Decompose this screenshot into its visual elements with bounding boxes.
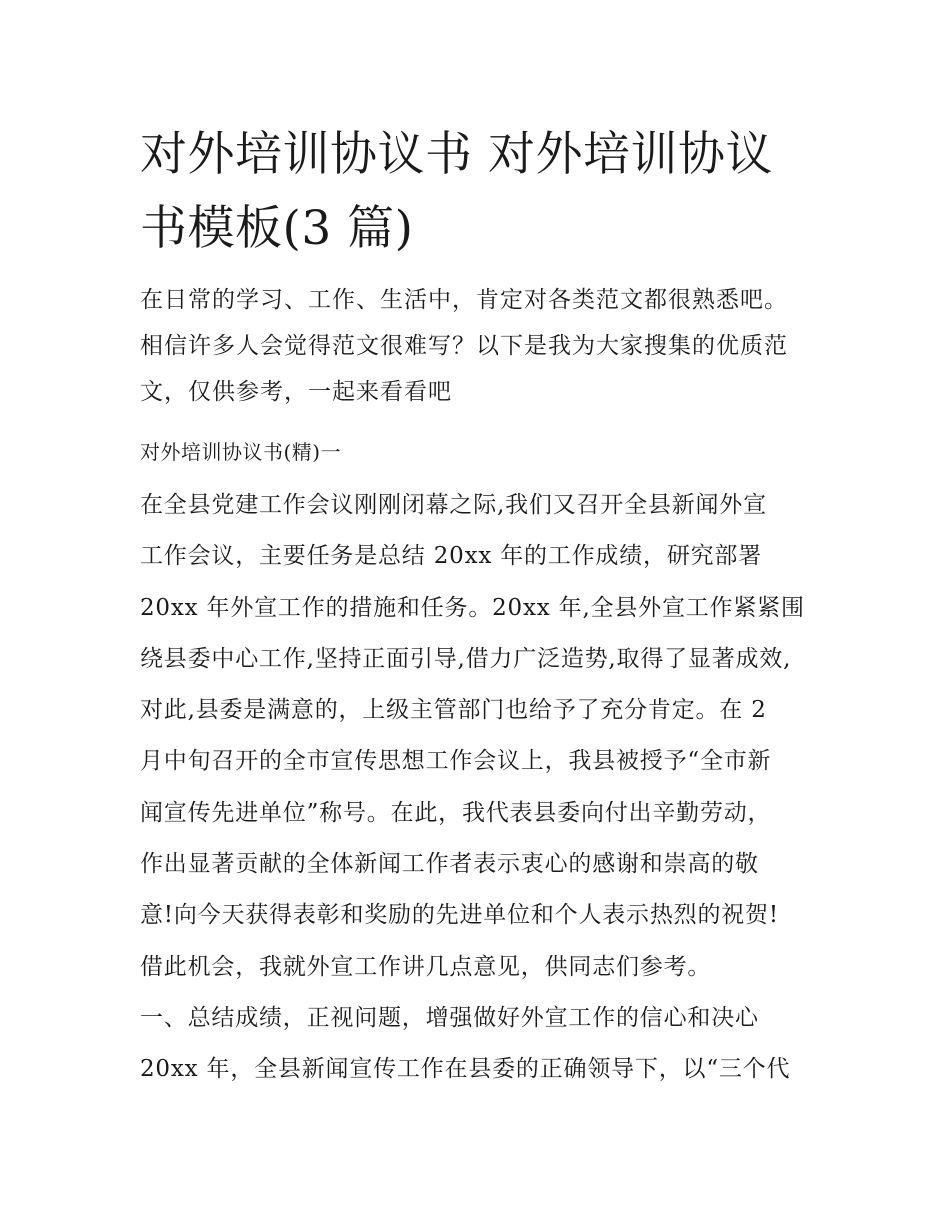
section-heading: 对外培训协议书(精)一 [140,440,342,464]
intro-line: 相信许多人会觉得范文很难写？以下是我为大家搜集的优质范 [140,333,788,359]
intro-line: 在日常的学习、工作、生活中，肯定对各类范文都很熟悉吧。 [140,287,788,313]
body-line: 借此机会，我就外宣工作讲几点意见，供同志们参考。 [140,953,712,980]
body-line: 20xx 年，全县新闻宣传工作在县委的正确领导下，以“三个代 [140,1056,791,1083]
body-line: 意!向今天获得表彰和奖励的先进单位和个人表示热烈的祝贺! [140,902,779,929]
body-line: 在全县党建工作会议刚刚闭幕之际,我们又召开全县新闻外宣 [140,492,767,518]
title-line-2: 书模板(3 篇) [140,201,414,256]
body-line: 月中旬召开的全市宣传思想工作会议上，我县被授予“全市新 [140,748,772,775]
body-line: 工作会议，主要任务是总结 20xx 年的工作成绩，研究部署 [140,543,763,570]
title-line-1: 对外培训协议书 对外培训协议 [140,127,773,182]
body-line: 对此,县委是满意的，上级主管部门也给予了充分肯定。在 2 [140,697,767,724]
intro-paragraph [140,277,818,415]
section-subheading-line: 一、总结成绩，正视问题，增强做好外宣工作的信心和决心 [140,1004,759,1031]
body-line: 20xx 年外宣工作的措施和任务。20xx 年,全县外宣工作紧紧围 [140,594,805,621]
intro-line: 文，仅供参考，一起来看看吧 [140,379,452,405]
body-line: 闻宣传先进单位”称号。在此，我代表县委向付出辛勤劳动， [140,799,772,826]
body-line: 作出显著贡献的全体新闻工作者表示衷心的感谢和崇高的敬 [140,851,759,878]
document-title [140,118,820,266]
body-paragraph [140,480,812,1096]
body-line: 绕县委中心工作,坚持正面引导,借力广泛造势,取得了显著成效, [140,645,792,672]
